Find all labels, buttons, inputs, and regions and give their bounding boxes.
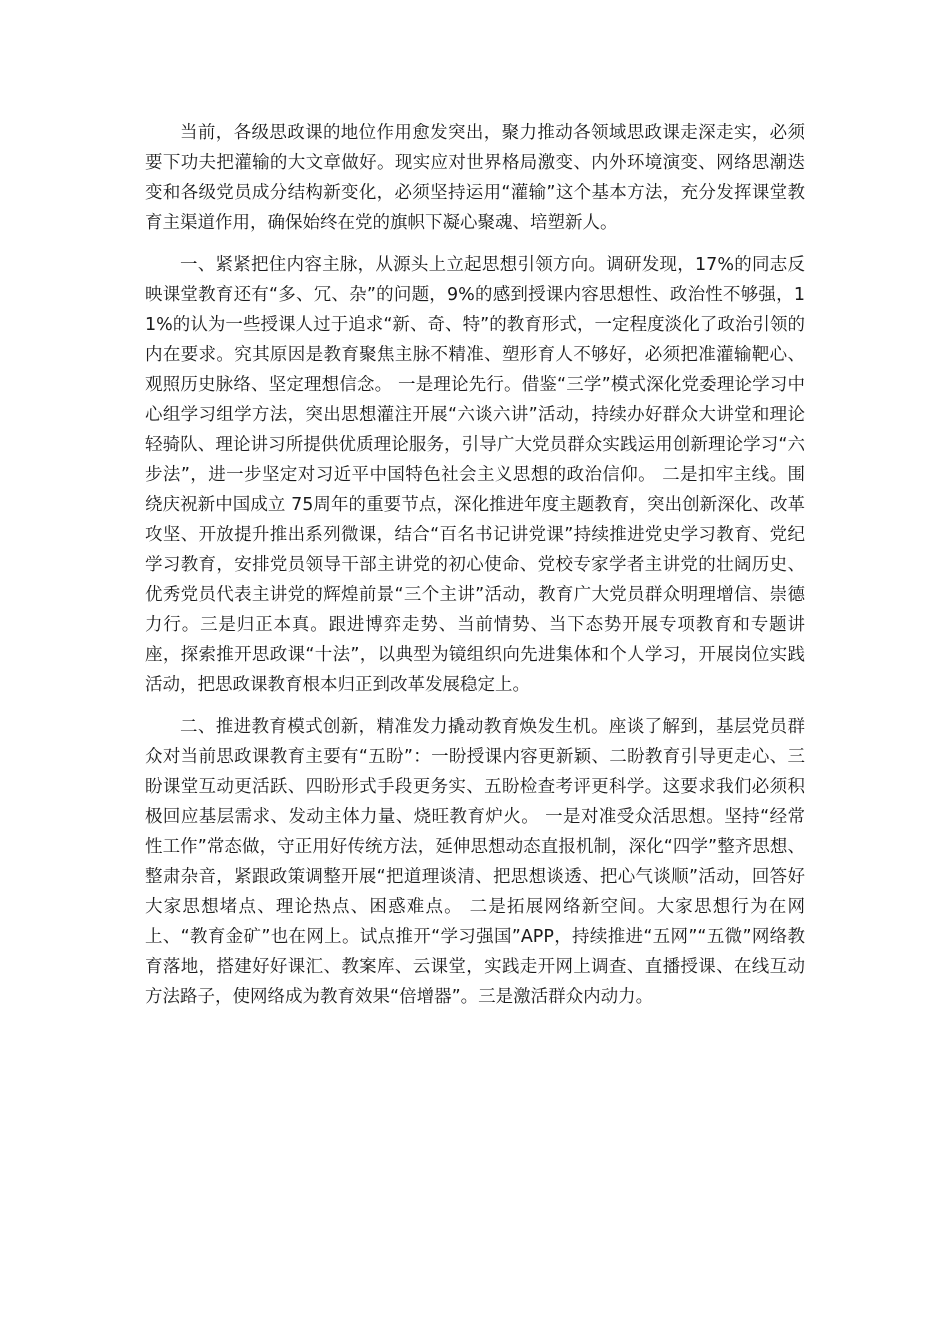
intro-paragraph: 当前，各级思政课的地位作用愈发突出，聚力推动各领域思政课走深走实，必须要下功夫把灌输的大文章做好。现实应对世界格局激变、内外环境演变、网络思潮迭变和各级党员成分结构新变化，必须坚持运用“灌输”这个基本方法，充分发挥课堂教育主渠道作用，确保始终在党的旗帜下凝心聚魂、培塑新人。 [145,123,805,233]
section-two-paragraph: 二、推进教育模式创新，精准发力撬动教育焕发生机。座谈了解到，基层党员群众对当前思政课教育主要有“五盼”：一盼授课内容更新颖、二盼教育引导更走心、三盼课堂互动更活跃、四盼形式手段更务实、五盼检查考评更科学。这要求我们必须积极回应基层需求、发动主体力量、烧旺教育炉火。 一是对准受众活思想。坚持“经常性工作”常态做，守正用好传统方法，延伸思想动态直报机制，深化“四学”整齐思想、整肃杂音，紧跟政策调整开展“把道理谈清、把思想谈透、把心气谈顺”活动，回答好大家思想堵点、理论热点、困惑难点。 二是拓展网络新空间。大家思想行为在网上、“教育金矿”也在网上。试点推开“学习强国”APP，持续推进“五网”“五微”网络教育落地，搭建好好课汇、教案库、云课堂，实践走开网上调查、直播授课、在线互动方法路子，使网络成为教育效果“倍增器”。三是激活群众内动力。 [145,717,805,1007]
document-page [145,118,805,1024]
section-one-paragraph: 一、紧紧把住内容主脉，从源头上立起思想引领方向。调研发现，17%的同志反映课堂教育还有“多、冗、杂”的问题，9%的感到授课内容思想性、政治性不够强，11%的认为一些授课人过于追求“新、奇、特”的教育形式，一定程度淡化了政治引领的内在要求。究其原因是教育聚焦主脉不精准、塑形育人不够好，必须把准灌输靶心、观照历史脉络、坚定理想信念。 一是理论先行。借鉴“三学”模式深化党委理论学习中心组学习组学方法，突出思想灌注开展“六谈六讲”活动，持续办好群众大讲堂和理论轻骑队、理论讲习所提供优质理论服务，引导广大党员群众实践运用创新理论学习“六步法”，进一步坚定对习近平中国特色社会主义思想的政治信仰。 二是扣牢主线。围绕庆祝新中国成立 75周年的重要节点，深化推进年度主题教育，突出创新深化、改革攻坚、开放提升推出系列微课，结合“百名书记讲党课”持续推进党史学习教育、党纪学习教育，安排党员领导干部主讲党的初心使命、党校专家学者主讲党的壮阔历史、优秀党员代表主讲党的辉煌前景“三个主讲”活动，教育广大党员群众明理增信、崇德力行。三是归正本真。跟进博弈走势、当前情势、当下态势开展专项教育和专题讲座，探索推开思政课“十法”，以典型为镜组织向先进集体和个人学习，开展岗位实践活动，把思政课教育根本归正到改革发展稳定上。 [145,255,805,695]
